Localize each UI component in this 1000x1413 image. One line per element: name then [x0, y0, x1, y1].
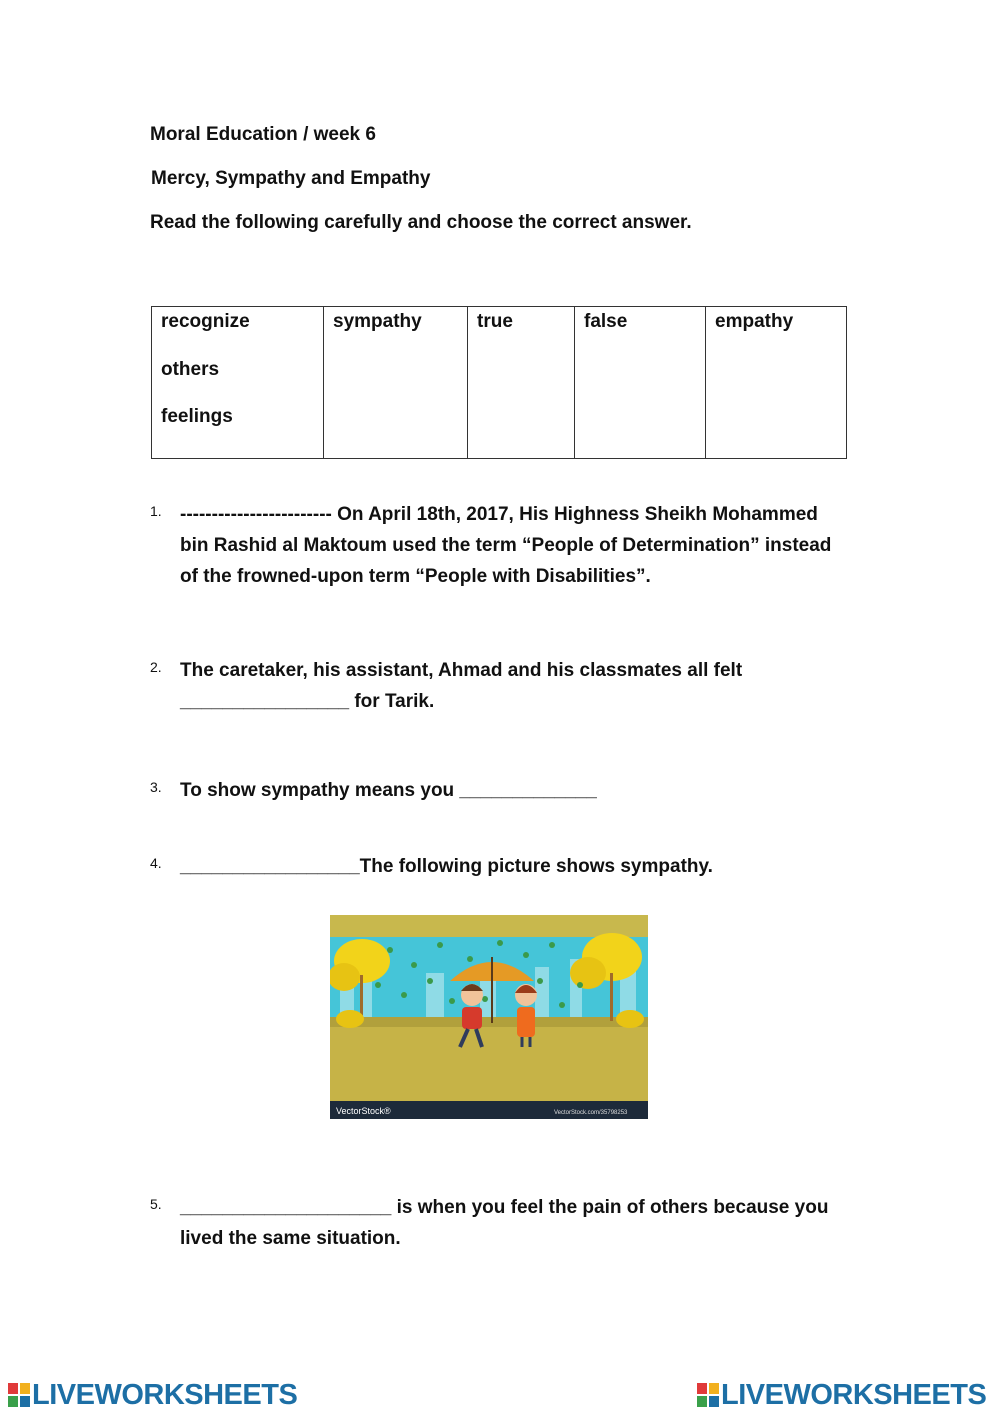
topic-title: Mercy, Sympathy and Empathy	[151, 168, 431, 189]
question-text: To show sympathy means you _____________	[180, 780, 597, 801]
question-text: _________________The following picture shows sympathy.	[180, 856, 713, 877]
question-text: ------------------------ On April 18th, 2017, His Highness Sheikh Mohammed bin Rashid al Maktoum used the term “People of Determination” instead of the frowned-upon term “People with Disabilities”.	[180, 504, 832, 587]
question-1	[150, 499, 850, 592]
liveworksheets-logo-icon	[8, 1383, 30, 1407]
question-2	[150, 655, 850, 717]
word-bank-option-recognize-others-feelings: recognize others feelings	[152, 307, 324, 459]
question-number: 1.	[150, 503, 162, 519]
instruction-text: Read the following carefully and choose the correct answer.	[150, 212, 692, 233]
footer-brand-left	[8, 1378, 297, 1412]
watermark-url: VectorStock.com/35798253	[554, 1110, 628, 1116]
liveworksheets-logo-icon	[697, 1383, 719, 1407]
question-text: The caretaker, his assistant, Ahmad and his classmates all felt ________________ for Tarik.	[180, 660, 743, 712]
question-4	[150, 851, 850, 882]
word-bank-option-sympathy: sympathy	[324, 307, 468, 459]
word-bank-table	[151, 306, 847, 459]
question-number: 4.	[150, 855, 162, 871]
word-bank-option-empathy: empathy	[706, 307, 847, 459]
course-title: Moral Education / week 6	[150, 124, 376, 145]
footer-brand-right	[697, 1378, 986, 1412]
watermark-brand: VectorStock®	[336, 1106, 391, 1116]
question-number: 5.	[150, 1196, 162, 1212]
question-text: ____________________ is when you feel the pain of others because you lived the same situation.	[180, 1197, 829, 1249]
brand-name: LIVEWORKSHEETS	[721, 1378, 987, 1411]
brand-name: LIVEWORKSHEETS	[32, 1378, 298, 1411]
question-3	[150, 775, 850, 806]
question-5	[150, 1192, 850, 1254]
question-number: 3.	[150, 779, 162, 795]
sympathy-illustration	[330, 915, 648, 1119]
word-bank-option-true: true	[468, 307, 575, 459]
question-number: 2.	[150, 659, 162, 675]
word-bank-option-false: false	[575, 307, 706, 459]
